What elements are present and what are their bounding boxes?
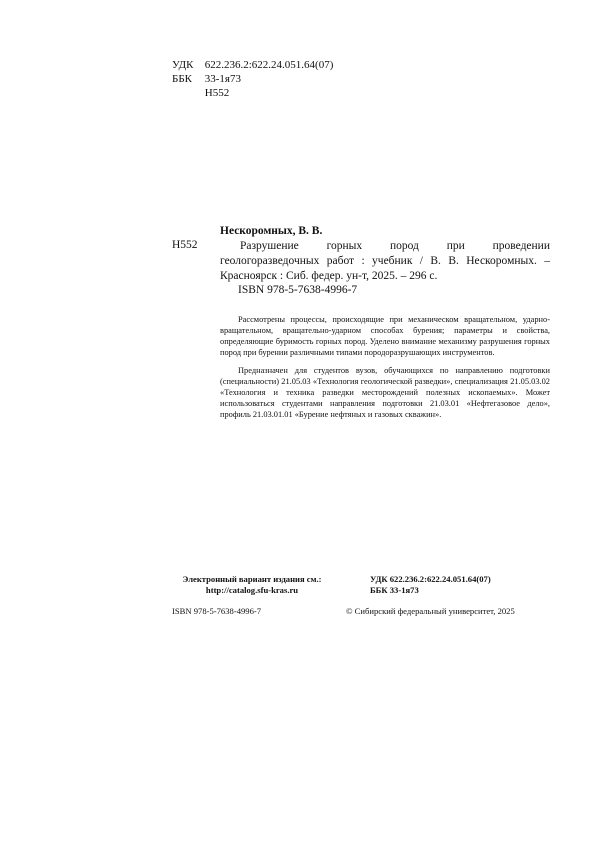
bib-record	[220, 239, 550, 284]
bib-text: Разрушение горных пород при проведении геологоразведочных работ : учебник / В. В. Нескоромных. – Красноярск : Сиб. федер. ун-т, 2025. – 296 с.	[220, 240, 550, 282]
annotation	[220, 314, 550, 420]
copyright-notice: © Сибирский федеральный университет, 2025	[346, 606, 515, 616]
electronic-version-label: Электронный вариант издания см.:	[182, 574, 322, 584]
bib-isbn: ISBN 978-5-7638-4996-7	[238, 284, 358, 296]
bib-author: Нескоромных, В. В.	[220, 225, 323, 237]
annotation-paragraph-2: Предназначен для студентов вузов, обучающихся по направлению подготовки (специальности) 21.05.03 «Технология геологической разведки», специализация 21.05.03.02 «Технология и техника разведки месторождений полезных ископаемых». Может использоваться студентами направления подготовки 21.03.01 «Нефтегазовое дело», профиль 21.03.01.01 «Бурение нефтяных и газовых скважин».	[220, 366, 550, 419]
electronic-version-note	[172, 574, 332, 596]
annotation-paragraph-1: Рассмотрены процессы, происходящие при механическом вращательном, ударно-вращательном, вращательно-ударном способах бурения; параметры и свойства, определяющие буримость горных пород. Уделено внимание механизму разрушения горных пород при бурении различными типами породоразрушающих инструментов.	[220, 315, 550, 357]
bbk-line	[172, 72, 241, 86]
footer-isbn: ISBN 978-5-7638-4996-7	[172, 606, 262, 616]
catalog-url: http://catalog.sfu-kras.ru	[205, 585, 299, 595]
bbk-value: 33-1я73	[204, 73, 241, 85]
udk-label: УДК	[172, 59, 194, 71]
udk-value: 622.236.2:622.24.051.64(07)	[204, 59, 334, 71]
udk-line	[172, 58, 333, 72]
footer-bbk: ББК 33-1я73	[370, 585, 419, 595]
footer-udk: УДК 622.236.2:622.24.051.64(07)	[370, 574, 491, 584]
author-code: Н552	[204, 87, 230, 99]
bib-code: Н552	[172, 239, 198, 251]
footer-classification	[370, 574, 491, 596]
bbk-label: ББК	[172, 73, 192, 85]
author-code-line	[172, 86, 229, 100]
